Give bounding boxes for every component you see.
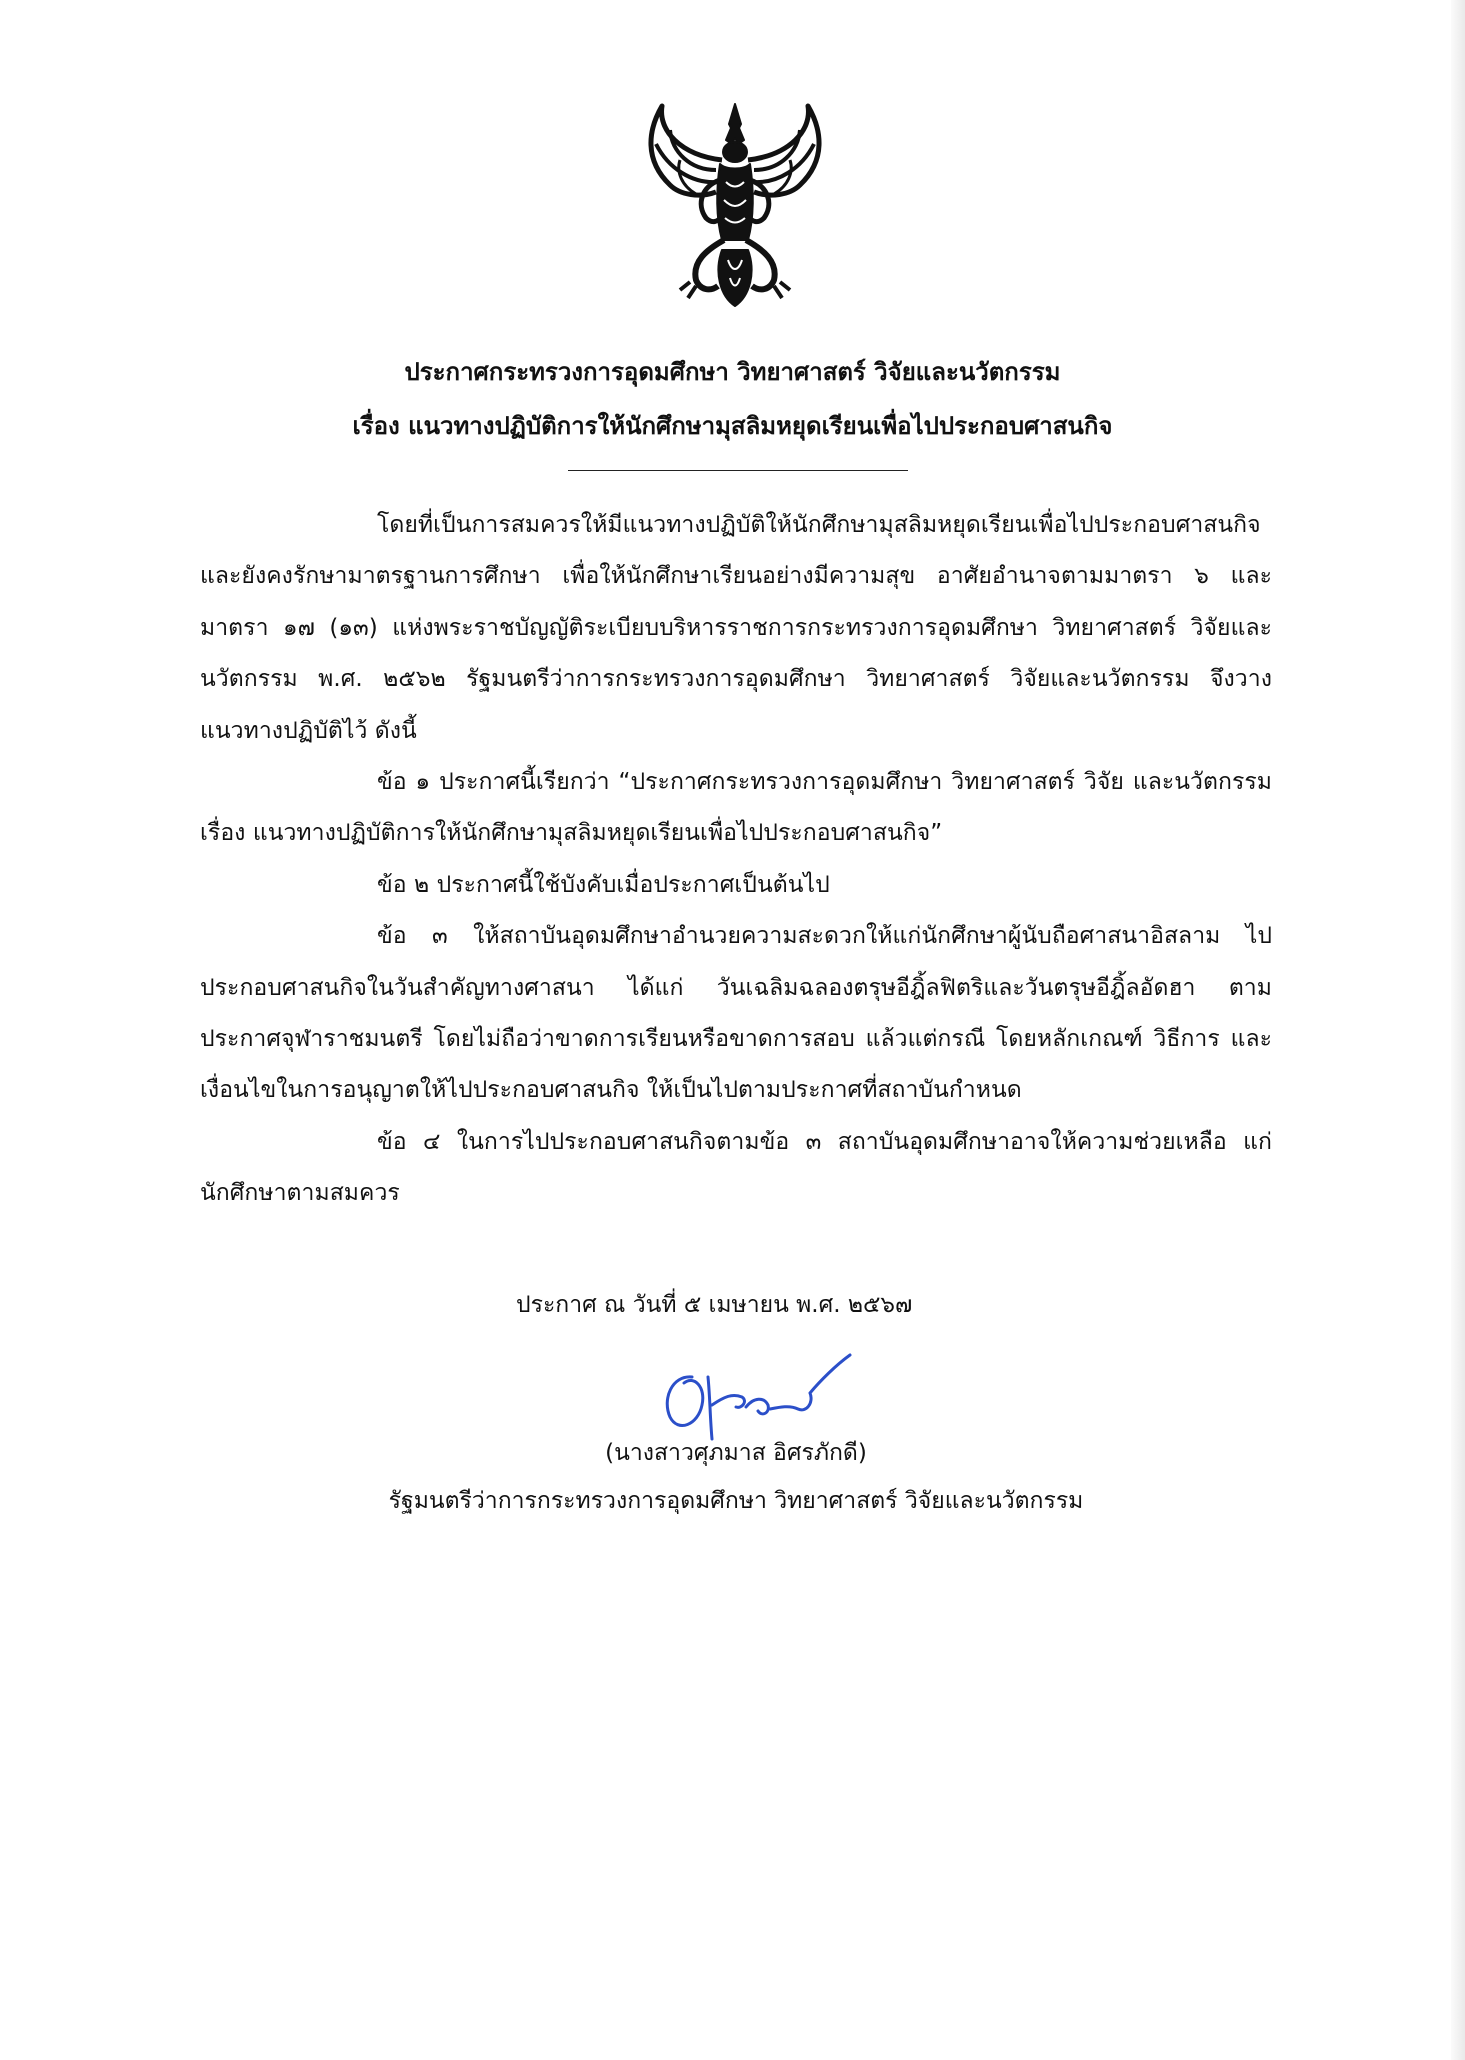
document-title: ประกาศกระทรวงการอุดมศึกษา วิทยาศาสตร์ วิจัยและนวัตกรรม bbox=[404, 358, 1061, 386]
garuda-emblem-icon bbox=[640, 100, 830, 310]
clause-3-paragraph: ข้อ ๓ ให้สถาบันอุดมศึกษาอำนวยความสะดวกให้แก่นักศึกษาผู้นับถือศาสนาอิสลาม ไปประกอบศาสนกิจในวันสำคัญทางศาสนา ได้แก่ วันเฉลิมฉลองตรุษอีฎิ้ลฟิตริและวันตรุษอีฎิ้ลอัดฮา ตามประกาศจุฬาราชมนตรี โดยไม่ถือว่าขาดการเรียนหรือขาดการสอบ แล้วแต่กรณี โดยหลักเกณฑ์ วิธีการ และเงื่อนไขในการอนุญาตให้ไปประกอบศาสนกิจ ให้เป็นไปตามประกาศที่สถาบันกำหนด bbox=[200, 923, 1272, 1104]
signer-title: รัฐมนตรีว่าการกระทรวงการอุดมศึกษา วิทยาศาสตร์ วิจัยและนวัตกรรม bbox=[388, 1488, 1084, 1514]
clause-2-paragraph: ข้อ ๒ ประกาศนี้ใช้บังคับเมื่อประกาศเป็นต้นไป bbox=[377, 871, 830, 898]
signer-name: (นางสาวศุภมาส อิศรภักดี) bbox=[605, 1440, 867, 1466]
page-edge-shadow bbox=[1451, 0, 1465, 2060]
clause-1-paragraph: ข้อ ๑ ประกาศนี้เรียกว่า “ประกาศกระทรวงการอุดมศึกษา วิทยาศาสตร์ วิจัย และนวัตกรรม เรื่อง แนวทางปฏิบัติการให้นักศึกษามุสลิมหยุดเรียนเพื่อไปประกอบศาสนกิจ” bbox=[200, 769, 1272, 847]
announcement-date: ประกาศ ณ วันที่ ๕ เมษายน พ.ศ. ๒๕๖๗ bbox=[516, 1292, 913, 1318]
title-divider bbox=[568, 470, 908, 471]
preamble-paragraph: โดยที่เป็นการสมควรให้มีแนวทางปฏิบัติให้นักศึกษามุสลิมหยุดเรียนเพื่อไปประกอบศาสนกิจและยังคงรักษามาตรฐานการศึกษา เพื่อให้นักศึกษาเรียนอย่างมีความสุข อาศัยอำนาจตามมาตรา ๖ และมาตรา ๑๗ (๑๓) แห่งพระราชบัญญัติระเบียบบริหารราชการกระทรวงการอุดมศึกษา วิทยาศาสตร์ วิจัยและนวัตกรรม พ.ศ. ๒๕๖๒ รัฐมนตรีว่าการกระทรวงการอุดมศึกษา วิทยาศาสตร์ วิจัยและนวัตกรรม จึงวางแนวทางปฏิบัติไว้ ดังนี้ bbox=[200, 512, 1272, 744]
document-subject: เรื่อง แนวทางปฏิบัติการให้นักศึกษามุสลิมหยุดเรียนเพื่อไปประกอบศาสนกิจ bbox=[352, 412, 1113, 440]
document-body bbox=[200, 500, 1272, 1220]
clause-4-paragraph: ข้อ ๔ ในการไปประกอบศาสนกิจตามข้อ ๓ สถาบันอุดมศึกษาอาจให้ความช่วยเหลือ แก่นักศึกษาตามสมควร bbox=[200, 1128, 1272, 1207]
